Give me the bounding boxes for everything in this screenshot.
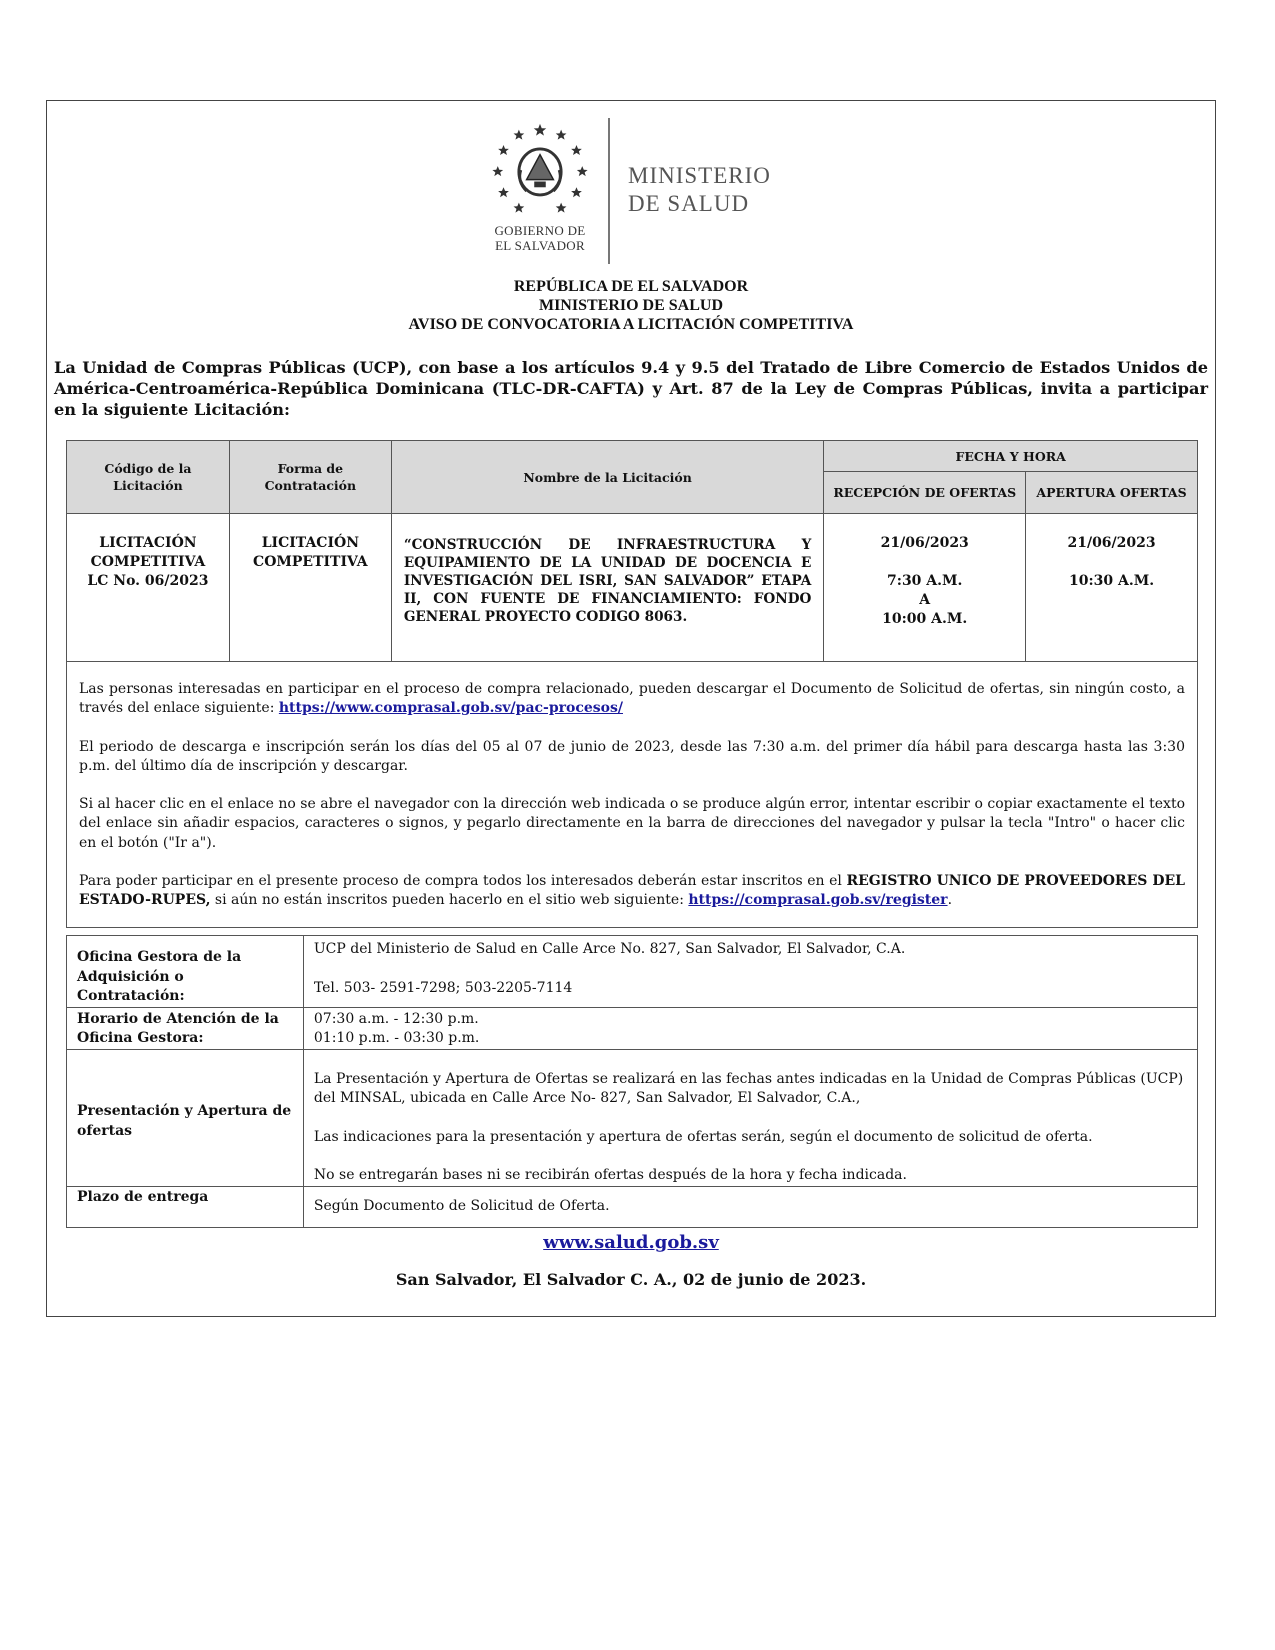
coat-of-arms-seal-icon xyxy=(492,122,588,218)
government-logo xyxy=(480,122,800,262)
register-link[interactable]: https://comprasal.gob.sv/register xyxy=(688,892,948,909)
ministerio-text xyxy=(628,162,771,218)
codigo-line2: COMPETITIVA xyxy=(90,554,206,570)
oficina-value: UCP del Ministerio de Salud en Calle Arce No. 827, San Salvador, El Salvador, C.A. Tel. 503- 2591-7298; 503-2205-7114 xyxy=(303,936,1197,1008)
heading-line3: AVISO DE CONVOCATORIA A LICITACIÓN COMPETITIVA xyxy=(408,316,854,333)
intro-paragraph: La Unidad de Compras Públicas (UCP), con base a los artículos 9.4 y 9.5 del Tratado de Libre Comercio de Estados Unidos de América-Centroamérica-República Dominicana (TLC-DR-CAFTA) y Art. 87 de la Ley de Compras Públicas, invita a participar en la siguiente Licitación: xyxy=(54,358,1208,419)
notes-p4: Para poder participar en el presente proceso de compra todos los interesados deberán estar inscritos en el REGISTRO UNICO DE PROVEEDORES DEL ESTADO-RUPES, si aún no están inscritos pueden hacerlo en el sitio web siguiente: https://comprasal.gob.sv/register. xyxy=(79,873,1185,909)
gobierno-text xyxy=(480,223,600,253)
header-recepcion: RECEPCIÓN DE OFERTAS xyxy=(824,472,1026,514)
heading-line1: REPÚBLICA DE EL SALVADOR xyxy=(513,278,749,295)
notes-cell xyxy=(67,662,1198,928)
website-link[interactable]: www.salud.gob.sv xyxy=(543,1232,719,1253)
oficina-label: Oficina Gestora de la Adquisición o Contratación: xyxy=(67,936,304,1008)
apertura-fecha: 21/06/2023 xyxy=(1067,535,1156,551)
presentacion-label: Presentación y Apertura de ofertas xyxy=(67,1049,304,1186)
header-nombre: Nombre de la Licitación xyxy=(391,441,824,514)
gobierno-line1: GOBIERNO DE xyxy=(494,223,586,238)
info-table xyxy=(66,935,1198,1228)
horario-value: 07:30 a.m. - 12:30 p.m. 01:10 p.m. - 03:30 p.m. xyxy=(303,1007,1197,1049)
header-codigo: Código de la Licitación xyxy=(67,441,230,514)
header-apertura: APERTURA OFERTAS xyxy=(1026,472,1198,514)
plazo-value: Según Documento de Solicitud de Oferta. xyxy=(303,1186,1197,1227)
header-fecha-hora: FECHA Y HORA xyxy=(824,441,1198,472)
plazo-label: Plazo de entrega xyxy=(67,1186,304,1227)
tender-table xyxy=(66,440,1198,928)
notes-p1: Las personas interesadas en participar en el proceso de compra relacionado, pueden descargar el Documento de Solicitud de ofertas, sin ningún costo, a través del enlace siguiente: https://www.comprasal.gob.sv/pac-procesos/ xyxy=(79,681,1185,717)
gobierno-line2: EL SALVADOR xyxy=(495,238,585,253)
ministerio-line1: MINISTERIO xyxy=(628,163,771,188)
forma-line1: LICITACIÓN xyxy=(261,535,359,551)
logo-divider xyxy=(608,118,610,264)
notes-p2: El periodo de descarga e inscripción serán los días del 05 al 07 de junio de 2023, desde las 7:30 a.m. del primer día hábil para descarga hasta las 3:30 p.m. del último día de inscripción y descargar. xyxy=(79,738,1185,774)
cell-forma xyxy=(229,514,391,662)
presentacion-value: La Presentación y Apertura de Ofertas se realizará en las fechas antes indicadas en la Unidad de Compras Públicas (UCP) del MINSAL, ubicada en Calle Arce No- 827, San Salvador, El Salvador, C.A., Las indicaciones para la presentación y apertura de ofertas serán, según el documento de solicitud de oferta. No se entregarán bases ni se recibirán ofertas después de la hora y fecha indicada. xyxy=(303,1049,1197,1186)
codigo-line1: LICITACIÓN xyxy=(99,535,197,551)
forma-line2: COMPETITIVA xyxy=(253,554,368,570)
recepcion-hora-inicio: 7:30 A.M. xyxy=(887,573,963,589)
horario-label: Horario de Atención de la Oficina Gestora: xyxy=(67,1007,304,1049)
recepcion-a: A xyxy=(919,592,931,608)
recepcion-fecha: 21/06/2023 xyxy=(880,535,969,551)
website xyxy=(46,1232,1216,1253)
document-heading xyxy=(46,277,1216,334)
cell-nombre: “CONSTRUCCIÓN DE INFRAESTRUCTURA Y EQUIPAMIENTO DE LA UNIDAD DE DOCENCIA E INVESTIGACIÓN DEL ISRI, SAN SALVADOR” ETAPA II, CON FUENTE DE FINANCIAMIENTO: FONDO GENERAL PROYECTO CODIGO 8063. xyxy=(391,514,824,662)
pac-procesos-link[interactable]: https://www.comprasal.gob.sv/pac-procesos/ xyxy=(278,700,623,717)
cell-codigo xyxy=(67,514,230,662)
cell-recepcion xyxy=(824,514,1026,662)
cell-apertura xyxy=(1026,514,1198,662)
notes-p3: Si al hacer clic en el enlace no se abre el navegador con la dirección web indicada o se produce algún error, intentar escribir o copiar exactamente el texto del enlace sin añadir espacios, caracteres o signos, y pegarlo directamente en la barra de direcciones del navegador y pulsar la tecla "Intro" o hacer clic en el botón ("Ir a"). xyxy=(79,796,1185,851)
header-forma: Forma de Contratación xyxy=(229,441,391,514)
codigo-line3: LC No. 06/2023 xyxy=(87,573,209,589)
recepcion-hora-fin: 10:00 A.M. xyxy=(882,611,968,627)
apertura-hora: 10:30 A.M. xyxy=(1068,573,1155,589)
footer-date: San Salvador, El Salvador C. A., 02 de junio de 2023. xyxy=(395,1270,867,1289)
ministerio-line2: DE SALUD xyxy=(628,191,750,216)
heading-line2: MINISTERIO DE SALUD xyxy=(538,297,724,314)
